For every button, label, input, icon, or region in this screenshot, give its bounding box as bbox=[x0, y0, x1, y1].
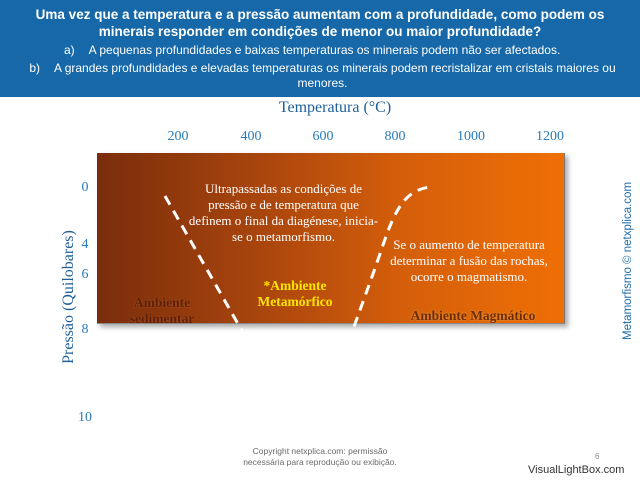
y-tick-label: 4 bbox=[81, 237, 89, 252]
sedimentary-region-label: Ambiente sedimentar bbox=[129, 295, 195, 326]
option-b bbox=[10, 61, 635, 91]
x-tick-label: 400 bbox=[240, 129, 262, 144]
option-a bbox=[64, 43, 634, 58]
x-tick-label: 200 bbox=[167, 129, 189, 144]
magmatic-region-label: Ambiente Magmático bbox=[410, 308, 536, 323]
y-tick-label: 6 bbox=[81, 267, 89, 282]
y-tick-label: 8 bbox=[81, 322, 89, 337]
question-title: Uma vez que a temperatura e a pressão aumentam com a profundidade, como podem os minerais responder em condições de menor ou maior profundidade? bbox=[35, 7, 605, 39]
magmatism-annotation: Se o aumento de temperatura determinar a fusão das rochas, ocorre o magmatismo. bbox=[390, 237, 548, 284]
side-caption: Metamorfismo © netxplica.com bbox=[622, 181, 634, 340]
y-tick-label: 10 bbox=[78, 410, 92, 425]
option-a-marker: a) bbox=[64, 43, 75, 57]
x-tick-label: 1200 bbox=[536, 129, 564, 144]
page-number: 6 bbox=[595, 452, 600, 461]
diagenesis-annotation: Ultrapassadas as condições de pressão e de temperatura que definem o final da diagénese, inicia-se o metamorfismo. bbox=[188, 181, 379, 244]
copyright-line-1: Copyright netxplica.com: permissão bbox=[252, 446, 388, 456]
question-header bbox=[0, 0, 640, 97]
x-axis-title: Temperatura (°C) bbox=[278, 99, 392, 116]
x-tick-label: 800 bbox=[384, 129, 406, 144]
option-b-text: A grandes profundidades e elevadas temperaturas os minerais podem recristalizar em cristais maiores ou menores. bbox=[54, 61, 616, 90]
option-b-marker: b) bbox=[29, 61, 41, 75]
watermark: VisualLightBox.com bbox=[528, 464, 625, 476]
option-a-text: A pequenas profundidades e baixas temperaturas os minerais podem não ser afectados. bbox=[88, 43, 561, 57]
y-tick-label: 0 bbox=[81, 180, 89, 195]
y-axis-title: Pressão (Quilobares) bbox=[60, 230, 77, 364]
copyright-line-2: necessária para reprodução ou exibição. bbox=[243, 457, 397, 467]
x-tick-label: 1000 bbox=[457, 129, 485, 144]
copyright-notice bbox=[220, 446, 420, 468]
x-tick-label: 600 bbox=[312, 129, 334, 144]
metamorphic-region-label: *Ambiente Metamórfico bbox=[257, 278, 333, 309]
